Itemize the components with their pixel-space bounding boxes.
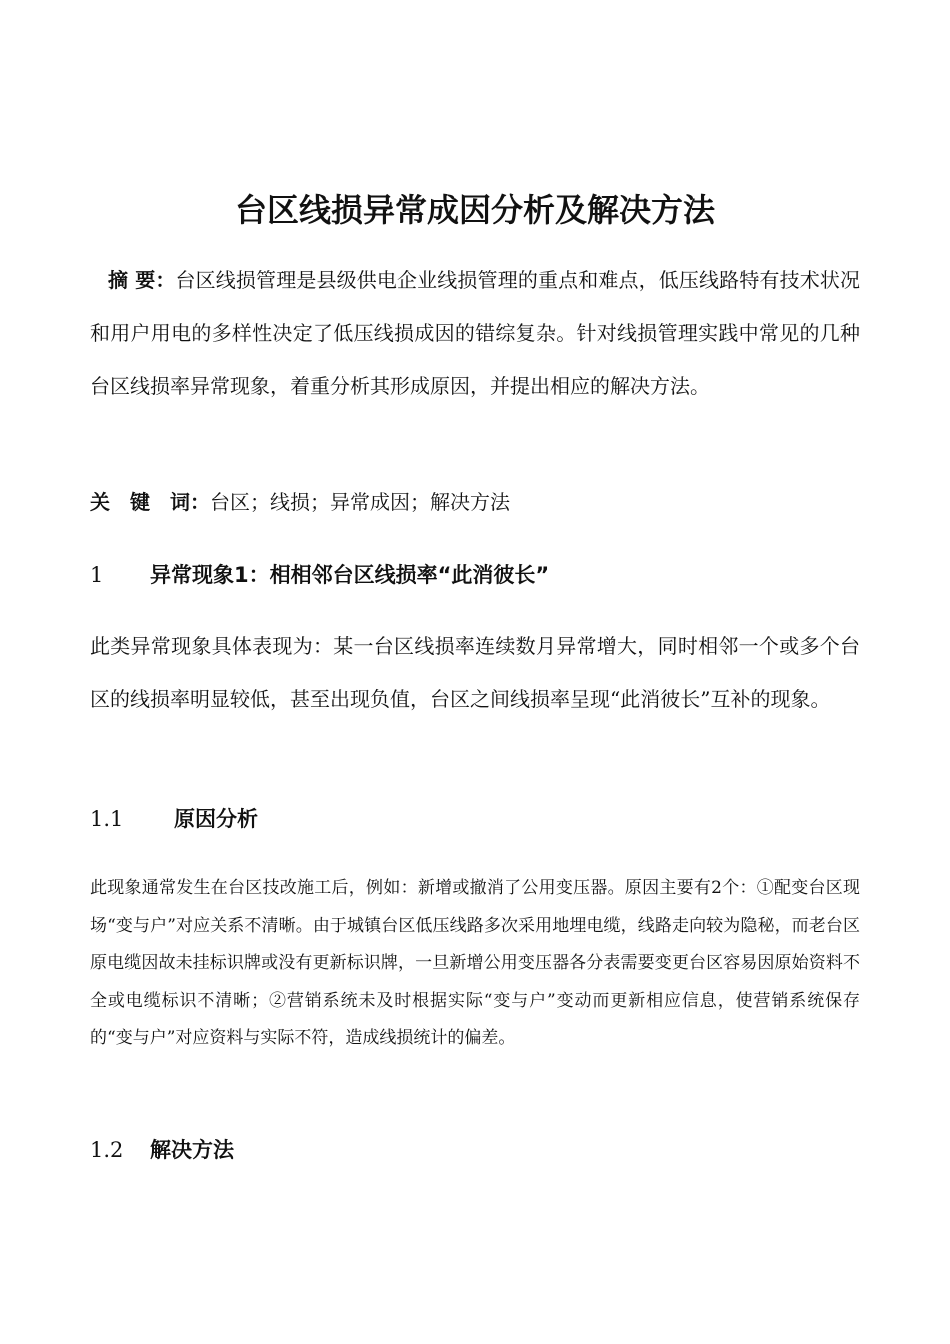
section-title: 异常现象1：相相邻台区线损率“此消彼长”: [150, 563, 550, 587]
abstract-label: 摘 要：: [108, 268, 176, 292]
document-title: 台区线损异常成因分析及解决方法: [234, 191, 715, 229]
keywords-paragraph: [90, 476, 860, 529]
section-title: 解决方法: [150, 1138, 234, 1162]
keywords-text: 台区；线损；异常成因；解决方法: [210, 490, 510, 514]
section-heading-1-2: [90, 1130, 234, 1170]
section-heading-1-1: [90, 799, 258, 839]
section-1-body: 此类异常现象具体表现为：某一台区线损率连续数月异常增大，同时相邻一个或多个台区的线损率明显较低，甚至出现负值，台区之间线损率呈现“此消彼长”互补的现象。: [90, 634, 860, 711]
keywords-label: 关 键 词：: [90, 490, 210, 514]
section-title: 原因分析: [174, 807, 258, 831]
abstract-paragraph: [90, 254, 860, 413]
section-number: 1.2: [90, 1138, 124, 1162]
section-number: 1: [90, 563, 104, 587]
section-heading-1: [90, 555, 549, 595]
section-number: 1.1: [90, 807, 124, 831]
section-1-1-body: 此现象通常发生在台区技改施工后，例如：新增或撤消了公用变压器。原因主要有2个：①配变台区现场“变与户”对应关系不清晰。由于城镇台区低压线路多次采用地埋电缆，线路走向较为隐秘，而老台区原电缆因故未挂标识牌或没有更新标识牌，一旦新增公用变压器各分表需要变更台区容易因原始资料不全或电缆标识不清晰；②营销系统未及时根据实际“变与户”变动而更新相应信息，使营销系统保存的“变与户”对应资料与实际不符，造成线损统计的偏差。: [90, 878, 860, 1048]
abstract-text: 台区线损管理是县级供电企业线损管理的重点和难点，低压线路特有技术状况和用户用电的多样性决定了低压线损成因的错综复杂。针对线损管理实践中常见的几种台区线损率异常现象，着重分析其形成原因，并提出相应的解决方法。: [90, 268, 861, 398]
